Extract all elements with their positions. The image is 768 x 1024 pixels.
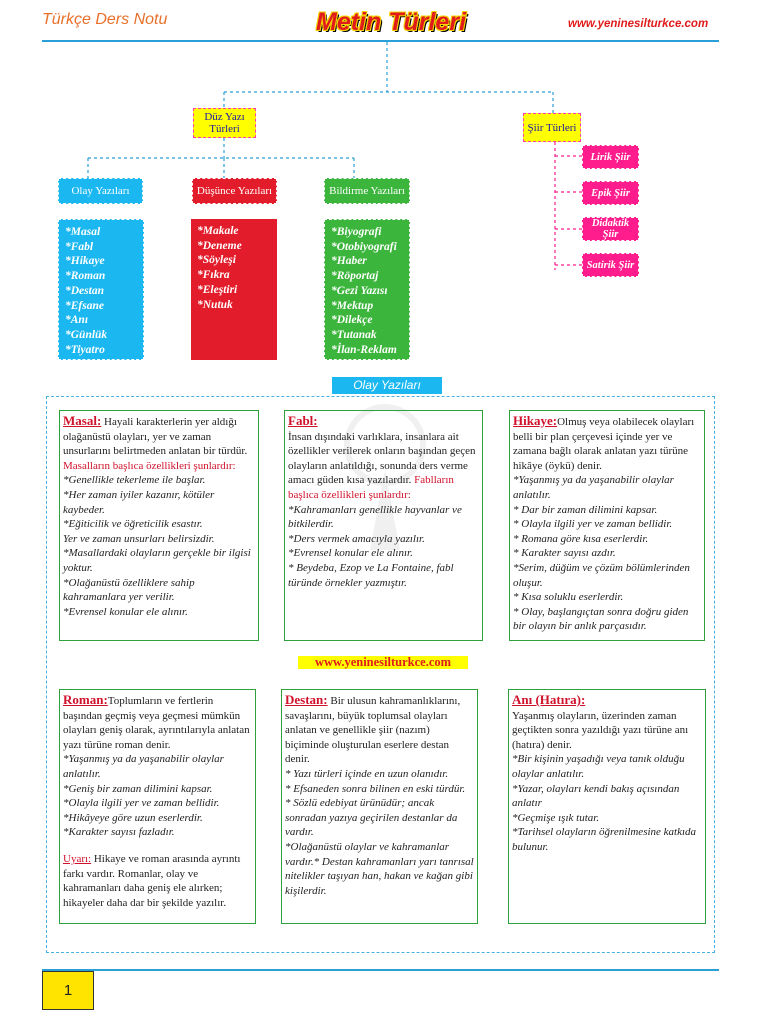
roman-card (59, 689, 256, 924)
card-item: * Karakter sayısı azdır. (513, 547, 616, 560)
header-subject: Türkçe Ders Notu (42, 11, 168, 28)
card-item: *Evrensel konular ele alınır. (63, 605, 188, 618)
list-item: *Eleştiri (197, 283, 238, 296)
card-title: Anı (Hatıra): (512, 692, 586, 707)
list-item: *Roman (65, 270, 106, 283)
card-item: *Hikâyeye göre uzun eserlerdir. (63, 811, 203, 824)
siir-box: Şiir Türleri (523, 113, 581, 142)
card-item: Yer ve zaman unsurları belirsizdir. (63, 532, 215, 545)
list-item: *Deneme (197, 239, 242, 252)
list-item: *Dilekçe (331, 314, 373, 327)
epik-siir-box: Epik Şiir (582, 181, 639, 205)
bottom-divider (42, 969, 719, 971)
card-item: *Her zaman iyiler kazanır, kötüler kaybeder. (63, 488, 215, 516)
card-intro: Toplumların ve fertlerin başından geçmiş veya geçmesi mümkün olayları geniş olarak, ayrıntılarıyla anlatan yazı türüne roman denir. (63, 695, 250, 751)
list-item: *Haber (331, 255, 367, 268)
card-item: *Tarihsel olayların öğrenilmesine katkıda bulunur. (512, 826, 697, 853)
card-subtitle: Fablların başlıca özellikleri şunlardır: (288, 474, 454, 501)
card-intro: Yaşanmış olayların, üzerinden zaman geçtikten sonra yazıldığı yazı türüne anı (hatıra) denir. (512, 709, 689, 751)
duz-yazi-box: Düz Yazı Türleri (193, 108, 256, 138)
hikaye-card (509, 410, 705, 641)
card-item: *Karakter sayısı fazladır. (63, 826, 175, 839)
card-intro: Olmuş veya olabilecek olayları belli bir plan çerçevesi içinde yer ve zamana bağlı olarak anlatan yazı türüne hikâye (öykü) denir. (513, 416, 695, 472)
website-link[interactable]: www.yeninesilturkce.com (298, 656, 468, 669)
lirik-siir-box: Lirik Şiir (582, 145, 639, 169)
warning-label: Uyarı: (63, 852, 92, 865)
page-title: Metin Türleri (316, 8, 467, 36)
card-item: * Dar bir zaman dilimini kapsar. (513, 503, 658, 516)
card-item: *Masallardaki olayların gerçekle bir ilgisi yoktur. (63, 547, 251, 574)
card-item: *Serim, düğüm ve çözüm bölümlerinden oluşur. (513, 561, 690, 589)
destan-card (281, 689, 478, 924)
card-subtitle: Masalların başlıca özellikleri şunlardır: (63, 459, 236, 472)
card-item: *Olayla ilgili yer ve zaman bellidir. (63, 797, 220, 810)
list-item: *İlan-Reklam (331, 343, 397, 356)
didaktik-siir-box: Didaktik Şiir (582, 217, 639, 241)
card-item: * Efsaneden sonra bilinen en eski türdür. (285, 782, 466, 795)
card-item: * Sözlü edebiyat ürünüdür; ancak sonradan yazıya geçirilen destanlar da vardır. (285, 797, 458, 839)
card-item: *Geniş bir zaman dilimini kapsar. (63, 782, 213, 795)
list-item: *Günlük (65, 328, 108, 341)
card-item: *Ders vermek amacıyla yazılır. (288, 532, 425, 545)
list-item: *Anı (65, 314, 89, 327)
list-item: *Destan (65, 284, 104, 297)
card-item: *Bir kişinin yaşadığı veya tanık olduğu olaylar anlatılır. (512, 753, 685, 780)
card-title: Masal: (63, 413, 102, 428)
card-title: Fabl: (288, 413, 318, 428)
card-title: Destan: (285, 692, 328, 707)
page-number: 1 (42, 971, 94, 1010)
list-item: *Nutuk (197, 298, 233, 311)
card-title: Roman: (63, 692, 108, 707)
bildirme-list (324, 219, 410, 360)
list-item: *Röportaj (331, 270, 379, 283)
list-item: *Fabl (65, 240, 94, 253)
card-item: * Yazı türleri içinde en uzun olanıdır. (285, 767, 449, 780)
list-item: *Otobiyografi (331, 240, 397, 253)
ani-card (508, 689, 706, 924)
card-item: *Olağanüstü özelliklere sahip kahramanlara yer verilir. (63, 576, 195, 604)
list-item: *Mektup (331, 299, 374, 312)
list-item: *Biyografi (331, 226, 382, 238)
card-item: *Olağanüstü olaylar ve kahramanlar vardır.* Destan kahramanları yarı tanrısal nitelikler taşıyan han, hakan ve kağan gibi kişilerdir. (285, 840, 474, 897)
card-item: * Olayla ilgili yer ve zaman bellidir. (513, 518, 673, 531)
card-item: * Romana göre kısa eserlerdir. (513, 532, 649, 545)
card-intro: İnsan dışındaki varlıklara, insanlara ait özellikler verilerek onların başından geçen olayların anlatıldığı, sonunda ders verme amacı güden kısa yazılardır. (288, 430, 476, 487)
card-item: *Evrensel konular ele alınır. (288, 547, 413, 560)
card-item: *Geçmişe ışık tutar. (512, 811, 600, 824)
fabl-card (284, 410, 483, 641)
warning-text: Hikaye ve roman arasında ayrıntı farkı vardır. Romanlar, olay ve kahramanları daha geniş ele alırken; hikayeler daha dar bir şekilde yazılır. (63, 852, 241, 909)
card-item: *Yazar, olayları kendi bakış açısından anlatır (512, 782, 680, 810)
card-item: *Kahramanları genellikle hayvanlar ve bitkilerdir. (288, 503, 462, 531)
card-item: *Yaşanmış ya da yaşanabilir olaylar anlatılır. (513, 474, 674, 501)
list-item: *Fıkra (197, 269, 230, 282)
list-item: *Tutanak (331, 328, 377, 341)
dusunce-yazilari-box: Düşünce Yazıları (192, 178, 277, 204)
dusunce-list (191, 219, 277, 360)
list-item: *Gezi Yazısı (331, 284, 388, 297)
list-item: *Hikaye (65, 255, 105, 268)
list-item: *Tiyatro (65, 343, 105, 356)
header-website[interactable]: www.yeninesilturkce.com (568, 18, 709, 30)
card-item: *Yaşanmış ya da yaşanabilir olaylar anlatılır. (63, 753, 224, 780)
list-item: *Masal (65, 226, 101, 238)
olay-list (58, 219, 144, 360)
card-intro: Bir ulusun kahramanlıklarını, savaşlarını, büyük toplumsal olayları anlatan ve genellikle şiir (nazım) biçiminde oluşturulan eserlere destan denir. (285, 695, 461, 766)
bildirme-yazilari-box: Bildirme Yazıları (324, 178, 410, 204)
card-item: *Genellikle tekerleme ile başlar. (63, 474, 206, 487)
section-title: Olay Yazıları (332, 377, 442, 394)
card-item: * Kısa soluklu eserlerdir. (513, 591, 624, 604)
list-item: *Efsane (65, 299, 104, 312)
card-item: * Beydeba, Ezop ve La Fontaine, fabl türünde örnekler yazmıştır. (288, 561, 454, 589)
olay-yazilari-box: Olay Yazıları (58, 178, 143, 204)
card-item: *Eğiticilik ve öğreticilik esastır. (63, 518, 203, 531)
card-intro: Hayali karakterlerin yer aldığı olağanüstü olayları, yer ve zaman unsurlarını belirtmeden anlatan bir türdür. (63, 416, 248, 458)
masal-card (59, 410, 259, 641)
list-item: *Söyleşi (197, 254, 236, 267)
card-title: Hikaye: (513, 413, 558, 428)
satirik-siir-box: Satirik Şiir (582, 253, 639, 277)
list-item: *Makale (197, 225, 239, 237)
card-item: * Olay, başlangıçtan sonra doğru giden bir olayın bir anlık parçasıdır. (513, 605, 689, 633)
